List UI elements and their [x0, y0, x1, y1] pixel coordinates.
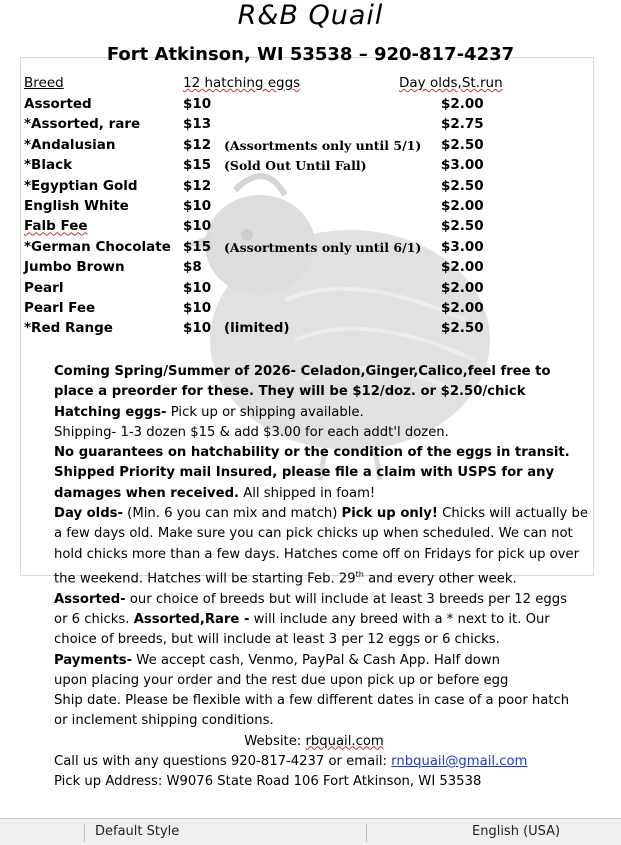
price-row	[24, 320, 594, 340]
website-link[interactable]: rbquail.com	[305, 733, 384, 749]
price-row	[24, 259, 594, 279]
breed-name: *Andalusian	[24, 136, 116, 153]
header-hatching-eggs: 12 hatching eggs	[183, 75, 301, 91]
day-old-price: $2.75	[441, 116, 484, 133]
document-subtitle: Fort Atkinson, WI 53538 – 920-817-4237	[106, 44, 515, 65]
day-old-price: $2.50	[441, 320, 484, 337]
body-line: place a preorder for these. They will be $12/doz. or $2.50/chick	[54, 384, 526, 400]
body-line: Assorted- our choice of breeds but will include at least 3 breeds per 12 eggs	[54, 591, 567, 607]
header-day-olds: Day olds,St.run	[399, 75, 503, 91]
day-old-price: $2.50	[441, 177, 484, 194]
day-old-price: $2.50	[441, 136, 484, 153]
day-old-price: $2.00	[441, 198, 484, 214]
breed-name: *Egyptian Gold	[24, 177, 138, 194]
egg-price: $10	[183, 96, 212, 112]
price-note: (Sold Out Until Fall)	[224, 158, 367, 174]
email-link[interactable]: rnbquail@gmail.com	[391, 754, 528, 770]
breed-name: *German Chocolate	[24, 238, 171, 255]
day-old-price: $2.50	[441, 218, 484, 235]
body-line: Day olds- (Min. 6 you can mix and match) Pick up only! Chicks will actually be	[54, 506, 589, 522]
price-row	[24, 239, 594, 259]
body-line: Shipping- 1-3 dozen $15 & add $3.00 for each addt'l dozen.	[54, 424, 449, 440]
day-old-price: $2.00	[441, 279, 484, 296]
document-body	[54, 362, 614, 793]
egg-price: $10	[183, 300, 212, 316]
body-line: choice of breeds, but will include at least 3 per 12 eggs or 6 chicks.	[54, 632, 500, 648]
website-line: Website: rbquail.com	[244, 733, 384, 749]
breed-name: Assorted	[24, 96, 92, 112]
status-separator	[84, 824, 85, 842]
document-title: R&B Quail	[237, 0, 384, 31]
body-line: Hatching eggs- Pick up or shipping available.	[54, 404, 364, 420]
body-line: Shipped Priority mail Insured, please file a claim with USPS for any	[54, 465, 555, 481]
body-line: upon placing your order and the rest due upon pick up or before egg	[54, 672, 509, 688]
price-row	[24, 116, 594, 136]
status-separator	[366, 824, 367, 842]
price-note: (Assortments only until 6/1)	[224, 239, 422, 255]
egg-price: $12	[183, 136, 212, 153]
egg-price: $8	[183, 259, 202, 276]
price-row	[24, 218, 594, 238]
breed-name: *Black	[24, 157, 73, 174]
egg-price: $10	[183, 279, 212, 296]
day-old-price: $2.00	[441, 96, 484, 112]
status-bar	[0, 818, 621, 845]
body-line: the weekend. Hatches will be starting Feb. 29th and every other week.	[54, 569, 517, 587]
header-breed: Breed	[24, 75, 64, 91]
price-note: (Assortments only until 5/1)	[224, 137, 422, 153]
breed-name: Pearl Fee	[24, 300, 96, 316]
price-row	[24, 280, 594, 300]
price-row	[24, 300, 594, 320]
day-old-price: $2.00	[441, 300, 484, 316]
language-indicator[interactable]: English (USA)	[472, 824, 561, 839]
price-note: (limited)	[224, 320, 290, 337]
body-line: Coming Spring/Summer of 2026- Celadon,Ginger,Calico,feel free to	[54, 364, 551, 379]
breed-name: *Assorted, rare	[24, 116, 141, 133]
egg-price: $15	[183, 238, 212, 255]
day-old-price: $3.00	[441, 238, 484, 255]
paragraph-style-indicator[interactable]: Default Style	[95, 824, 180, 839]
breed-name: Pearl	[24, 279, 64, 296]
day-old-price: $2.00	[441, 259, 484, 276]
body-line: damages when received. All shipped in foam!	[54, 485, 376, 501]
body-line: or 6 chicks. Assorted,Rare - will include any breed with a * next to it. Our	[54, 611, 550, 627]
body-line: Ship date. Please be flexible with a few different dates in case of a poor hatch	[54, 693, 570, 709]
body-line: a few days old. Make sure you can pick chicks up when scheduled. We can not	[54, 526, 573, 542]
price-row	[24, 137, 594, 157]
egg-price: $10	[183, 198, 212, 214]
body-line: hold chicks more than a few days. Hatches come off on Fridays for pick up over	[54, 546, 580, 562]
egg-price: $12	[183, 177, 212, 194]
body-line: or inclement shipping conditions.	[54, 713, 274, 729]
breed-name: Falb Fee	[24, 218, 88, 235]
price-row	[24, 198, 594, 218]
breed-name: *Red Range	[24, 320, 113, 337]
body-line: Payments- We accept cash, Venmo, PayPal & Cash App. Half down	[54, 652, 500, 668]
egg-price: $13	[183, 116, 212, 133]
pickup-address-line: Pick up Address: W9076 State Road 106 Fort Atkinson, WI 53538	[54, 774, 482, 790]
egg-price: $15	[183, 157, 212, 174]
egg-price: $10	[183, 320, 212, 337]
breed-name: Jumbo Brown	[24, 259, 125, 276]
breed-name: English White	[24, 198, 129, 214]
contact-line: Call us with any questions 920-817-4237 or email: rnbquail@gmail.com	[54, 754, 528, 770]
body-line: No guarantees on hatchability or the condition of the eggs in transit.	[54, 445, 570, 461]
price-row	[24, 96, 594, 116]
price-row	[24, 157, 594, 177]
egg-price: $10	[183, 218, 212, 235]
day-old-price: $3.00	[441, 157, 484, 174]
price-row	[24, 178, 594, 198]
